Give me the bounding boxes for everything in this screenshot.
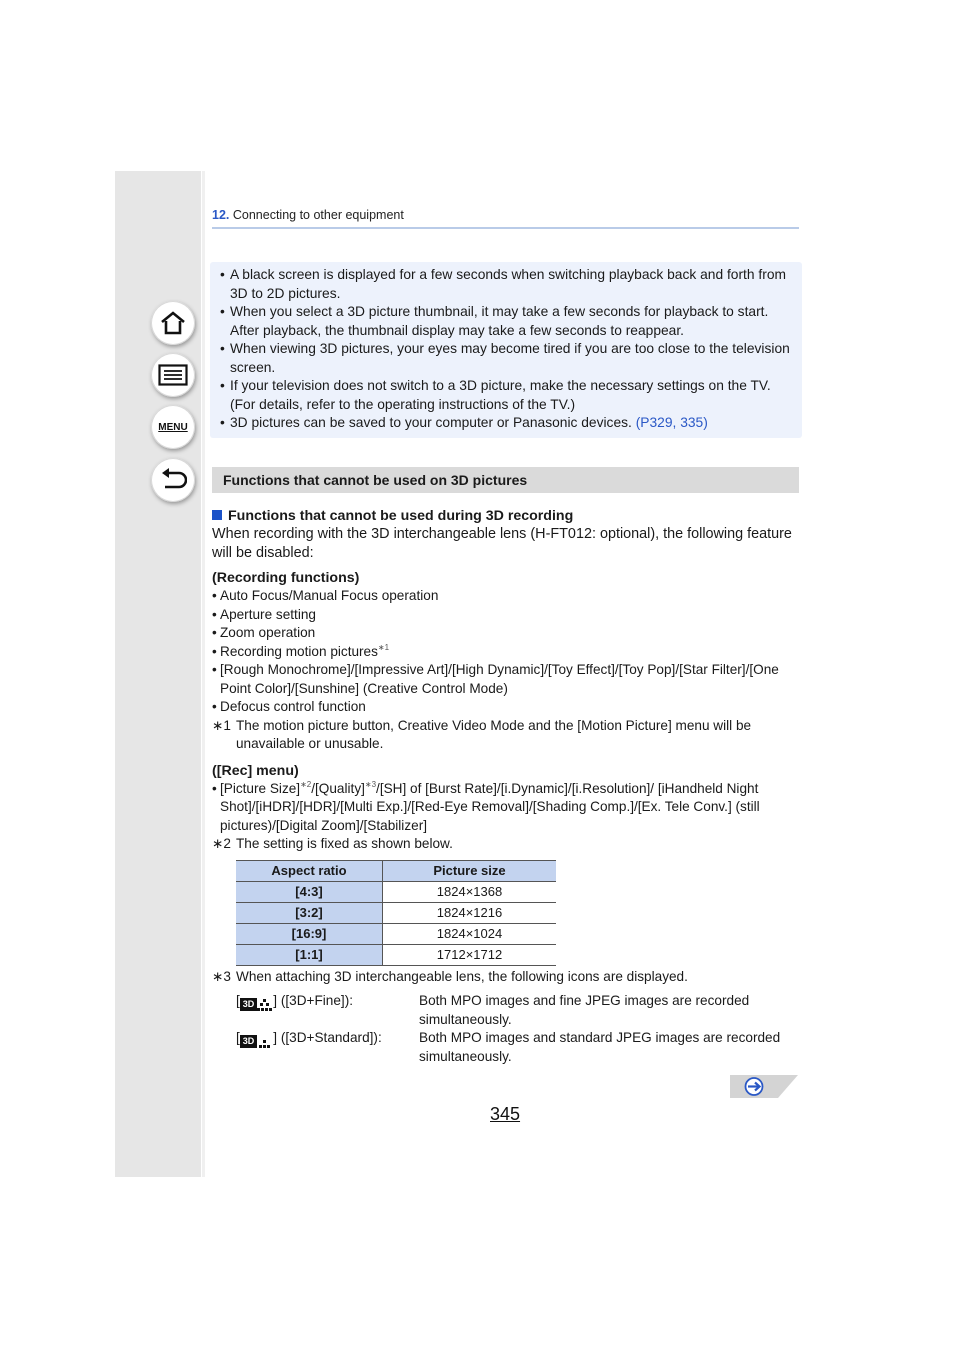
fine-quality-icon bbox=[257, 998, 273, 1011]
footnote-3 bbox=[212, 968, 802, 987]
note-item-save bbox=[220, 414, 796, 433]
next-page-button[interactable] bbox=[730, 1075, 798, 1098]
rec-menu-list bbox=[212, 780, 802, 836]
contents-button[interactable] bbox=[151, 353, 195, 397]
rec-menu-item bbox=[212, 780, 802, 836]
return-icon bbox=[159, 468, 187, 492]
page-number: 345 bbox=[490, 1104, 521, 1124]
rec-menu-part1: [Picture Size] bbox=[220, 780, 301, 796]
icon-row-3d-fine bbox=[212, 992, 802, 1029]
motion-item-text: Recording motion pictures bbox=[220, 643, 378, 659]
section-heading bbox=[212, 467, 799, 493]
3d-badge: 3D bbox=[240, 998, 258, 1011]
table-header-row bbox=[236, 860, 556, 881]
home-button[interactable] bbox=[151, 301, 195, 345]
ratio-cell: [1:1] bbox=[236, 944, 383, 965]
menu-label: MENU bbox=[158, 421, 188, 433]
home-icon bbox=[159, 310, 187, 336]
size-cell: 1824×1216 bbox=[383, 902, 557, 923]
table-row bbox=[236, 881, 556, 902]
3d-fine-icon bbox=[240, 998, 274, 1011]
size-cell: 1824×1024 bbox=[383, 923, 557, 944]
footnote-ref-3: ∗3 bbox=[364, 779, 377, 789]
link-separator: , bbox=[672, 415, 681, 430]
recording-functions-title: (Recording functions) bbox=[212, 570, 360, 586]
icon-label: [ 3D ] ([3D+Fine]): bbox=[236, 993, 353, 1009]
link-p329[interactable]: (P329 bbox=[635, 415, 673, 430]
footnote-3-text: When attaching 3D interchangeable lens, the following icons are displayed. bbox=[236, 968, 688, 984]
notes-box bbox=[210, 262, 802, 438]
footnote-2 bbox=[212, 835, 802, 854]
table-row bbox=[236, 944, 556, 965]
icon-label-text: ] ([3D+Standard]): bbox=[273, 1030, 382, 1045]
sidebar-divider bbox=[202, 171, 205, 1177]
size-cell: 1824×1368 bbox=[383, 881, 557, 902]
rec-menu-part3: /[SH] of [Burst Rate]/[i.Dynamic]/[i.Resolution]/ [iHandheld Night Shot]/[iHDR]/[HDR]/[Multi Exp.]/[Red-Eye Removal]/[Shading Comp.]/[Ex. Tele Conv.] (still pictures)/[Digital Zoom]/[Stabilizer] bbox=[220, 780, 760, 833]
link-335[interactable]: 335) bbox=[680, 415, 708, 430]
ratio-cell: [16:9] bbox=[236, 923, 383, 944]
footnote-1-text: The motion picture button, Creative Video Mode and the [Motion Picture] menu will be unavailable or unusable. bbox=[236, 717, 752, 751]
col-aspect-ratio: Aspect ratio bbox=[236, 860, 383, 881]
recording-functions-list bbox=[212, 587, 802, 717]
main-content bbox=[212, 507, 802, 1066]
recording-intro: When recording with the 3D interchangeable lens (H-FT012: optional), the following feature will be disabled: bbox=[212, 526, 792, 561]
recording-heading bbox=[212, 507, 802, 525]
square-bullet-icon bbox=[212, 510, 222, 520]
footnote-ref-2: ∗2 bbox=[300, 779, 312, 789]
size-cell: 1712×1712 bbox=[383, 944, 557, 965]
menu-button[interactable] bbox=[151, 405, 195, 449]
back-button[interactable] bbox=[151, 458, 195, 502]
footnote-2-mark: ∗2 bbox=[212, 836, 231, 851]
list-item: • Aperture setting bbox=[212, 606, 802, 625]
footnote-2-text: The setting is fixed as shown below. bbox=[236, 836, 453, 851]
footnote-ref-1: ∗1 bbox=[377, 642, 390, 652]
table-row bbox=[236, 923, 556, 944]
list-item: • Zoom operation bbox=[212, 624, 802, 643]
chapter-number: 12. bbox=[212, 208, 230, 222]
footnote-3-mark: ∗3 bbox=[212, 968, 231, 984]
recording-heading-text: Functions that cannot be used during 3D recording bbox=[228, 508, 574, 524]
footnote-1-mark: ∗1 bbox=[212, 717, 231, 733]
ratio-cell: [3:2] bbox=[236, 902, 383, 923]
list-icon bbox=[158, 364, 188, 386]
section-title: Functions that cannot be used on 3D pictures bbox=[223, 472, 528, 488]
list-item: • Auto Focus/Manual Focus operation bbox=[212, 587, 802, 606]
icon-label: [ 3D ] ([3D+Standard]): bbox=[236, 1030, 382, 1046]
icon-desc: Both MPO images and standard JPEG images are recorded simultaneously. bbox=[419, 1030, 781, 1064]
ratio-cell: [4:3] bbox=[236, 881, 383, 902]
chapter-header bbox=[212, 208, 798, 228]
chapter-title: Connecting to other equipment bbox=[232, 208, 404, 222]
note-item: • A black screen is displayed for a few seconds when switching playback back and forth from 3D to 2D pictures. bbox=[220, 266, 796, 303]
rec-menu-title: ([Rec] menu) bbox=[212, 762, 299, 779]
picture-size-table bbox=[236, 860, 556, 966]
note-item: • When you select a 3D picture thumbnail, it may take a few seconds for playback to start. After playback, the thumbnail display may take a few seconds to reappear. bbox=[220, 303, 796, 340]
3d-standard-icon bbox=[240, 1035, 274, 1048]
list-item: • Defocus control function bbox=[212, 698, 802, 717]
icon-row-3d-standard bbox=[212, 1029, 802, 1066]
icon-label-text: ] ([3D+Fine]): bbox=[273, 993, 353, 1008]
footnote-1 bbox=[212, 717, 802, 754]
icon-desc: Both MPO images and fine JPEG images are recorded simultaneously. bbox=[419, 993, 750, 1027]
standard-quality-icon bbox=[257, 1035, 273, 1048]
table-row bbox=[236, 902, 556, 923]
note-save-text: 3D pictures can be saved to your computer or Panasonic devices. bbox=[230, 415, 636, 430]
list-item-motion bbox=[212, 643, 802, 662]
3d-badge: 3D bbox=[240, 1035, 258, 1048]
col-picture-size: Picture size bbox=[383, 860, 557, 881]
list-item: • [Rough Monochrome]/[Impressive Art]/[High Dynamic]/[Toy Effect]/[Toy Pop]/[Star Filter]/[One Point Color]/[Sunshine] (Creative Control Mode) bbox=[212, 661, 802, 698]
header-rule bbox=[212, 227, 799, 229]
note-item: • When viewing 3D pictures, your eyes may become tired if you are too close to the television screen. bbox=[220, 340, 796, 377]
note-item: • If your television does not switch to a 3D picture, make the necessary settings on the TV. (For details, refer to the operating instructions of the TV.) bbox=[220, 377, 796, 414]
rec-menu-part2: /[Quality] bbox=[311, 780, 365, 796]
